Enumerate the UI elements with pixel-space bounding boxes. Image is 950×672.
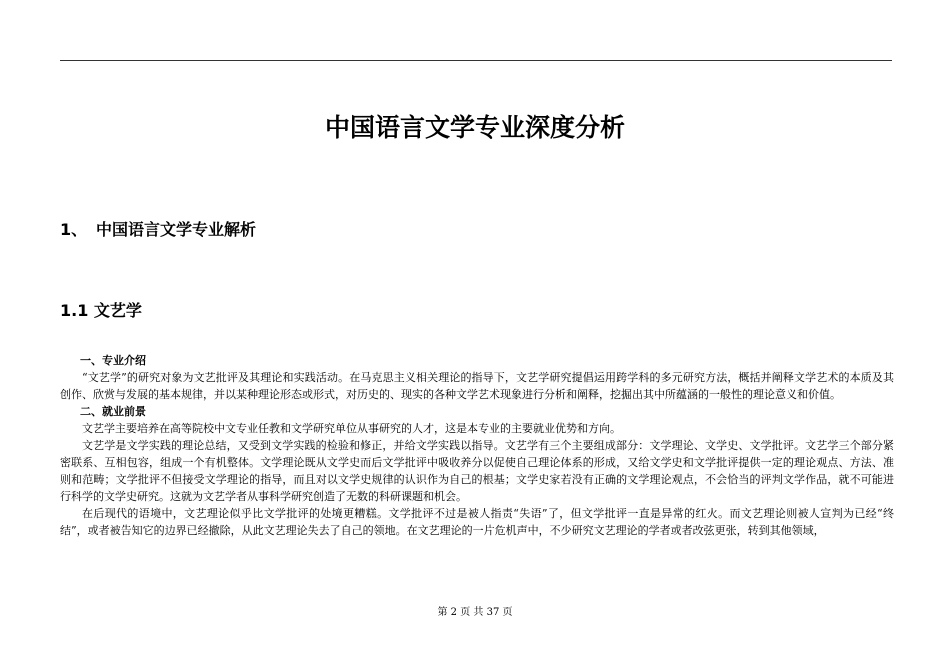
header-rule [60,60,892,61]
paragraph: 文艺学主要培养在高等院校中文专业任教和文学研究单位从事研究的人才，这是本专业的主要就业优势和方向。 [82,422,621,435]
paragraph: 在后现代的语境中，文艺理论似乎比文学批评的处境更糟糕。文学批评不过是被人指责“失语”了，但文学批评一直是异常的红火。而文艺理论则被人宣判为已经“终结”，或者被告知它的边界已经撤除，从此文艺理论失去了自己的领地。在文艺理论的一片危机声中，不少研究文艺理论的学者或者改弦更张，转到其他领域， [60,507,894,537]
section-number: 1、 [60,220,88,239]
body-content [60,352,894,539]
document-title: 中国语言文学专业深度分析 [324,113,625,142]
page-footer: 第 2 页 共 37 页 [437,607,513,618]
sub-heading-intro: 一、专业介绍 [80,354,146,367]
section-title: 中国语言文学专业解析 [96,220,257,239]
sub-heading-career: 二、就业前景 [80,405,146,418]
paragraph: “文艺学”的研究对象为文艺批评及其理论和实践活动。在马克思主义相关理论的指导下，文艺学研究提倡运用跨学科的多元研究方法，概括并阐释文学艺术的本质及其创作、欣赏与发展的基本规律，并以某种理论形态或形式，对历史的、现实的各种文学艺术现象进行分析和阐释，挖掘出其中所蕴涵的一般性的理论意义和价值。 [60,371,894,401]
section-heading-1 [60,217,256,240]
paragraph: 文艺学是文学实践的理论总结，又受到文学实践的检验和修正，并给文学实践以指导。文艺学有三个主要组成部分：文学理论、文学史、文学批评。文艺学三个部分紧密联系、互相包容，组成一个有机整体。文学理论既从文学史而后文学批评中吸收养分以促使自己理论体系的形成，又给文学史和文学批评提供一定的理论观点、方法、准则和范畴；文学批评不但接受文学理论的指导，而且对以文学史规律的认识作为自己的根基；文学史家若没有正确的文学理论观点，不会恰当的评判文学作品，就不可能进行科学的文学史研究。这就为文艺学者从事科学研究创造了无数的科研课题和机会。 [60,439,894,503]
subsection-heading-1-1: 1.1 文艺学 [60,301,142,320]
